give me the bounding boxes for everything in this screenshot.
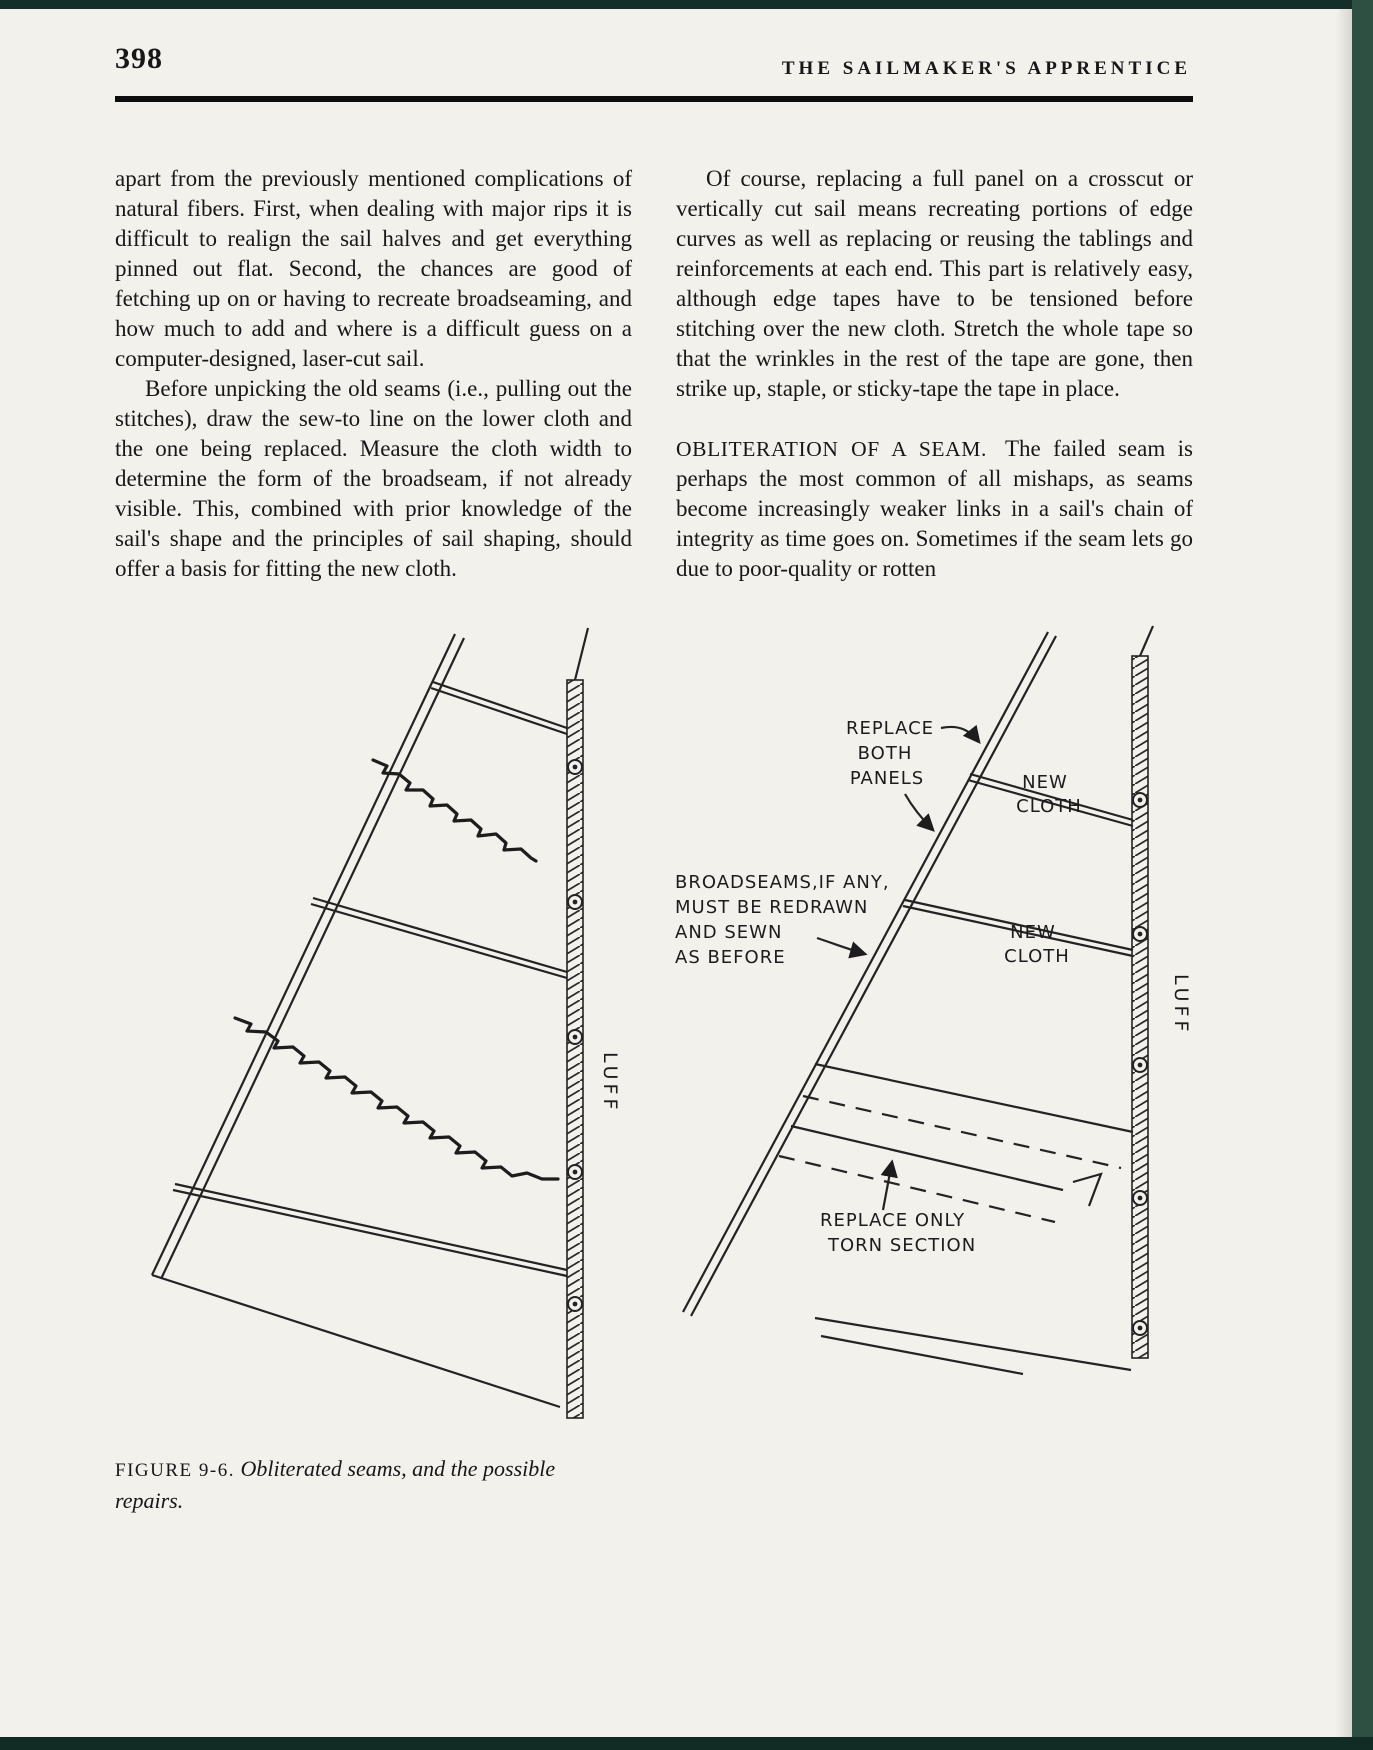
scan-artifact-right <box>1352 0 1373 1750</box>
seam <box>815 1064 1133 1132</box>
figure-9-6 <box>115 622 1193 1516</box>
annotation-broadseams <box>675 872 890 968</box>
hank-icon <box>568 1165 582 1179</box>
right-luff-rope <box>1132 656 1148 1358</box>
seam <box>311 898 567 978</box>
seam <box>431 682 567 734</box>
seam <box>173 1184 567 1276</box>
paragraph <box>676 434 1193 584</box>
section-heading: OBLITERATION OF A SEAM. <box>676 437 987 461</box>
page-edge-shadow <box>1336 0 1352 1750</box>
svg-text:AND SEWN: AND SEWN <box>675 922 783 943</box>
hank-icon <box>1133 1191 1147 1205</box>
paragraph: apart from the previously mentioned complications of natural fibers. First, when dealing with major rips it is difficult to realign the sail halves and get everything pinned out flat. Second, the chances are good of fetching up on or having to recreate broadseaming, and how much to add and where is a difficult guess on a computer-designed, laser-cut sail. <box>115 166 632 371</box>
scan-artifact-bottom <box>0 1737 1373 1750</box>
svg-text:PANELS: PANELS <box>849 768 925 789</box>
svg-text:CLOTH: CLOTH <box>1004 946 1070 967</box>
hank-icon <box>568 1030 582 1044</box>
page-content <box>115 42 1193 1516</box>
annotation-new-cloth-1 <box>1016 772 1082 817</box>
torn-seam <box>235 1018 558 1179</box>
text-columns <box>115 164 1193 584</box>
hank-icon <box>568 895 582 909</box>
annotation-replace-torn-section <box>820 1162 976 1256</box>
figure-caption-label: FIGURE 9-6. <box>115 1460 235 1481</box>
annotation-replace-both-panels <box>846 718 979 830</box>
svg-text:CLOTH: CLOTH <box>1016 796 1082 817</box>
repair-outline-solid <box>791 1126 1063 1190</box>
scan-artifact-top <box>0 0 1373 9</box>
right-column <box>676 164 1193 584</box>
svg-text:BROADSEAMS,IF ANY,: BROADSEAMS,IF ANY, <box>675 872 890 893</box>
left-column <box>115 164 632 584</box>
right-sail-diagram <box>675 626 1192 1374</box>
figure-caption <box>115 1454 605 1516</box>
left-sail-diagram <box>152 628 621 1418</box>
sail-repair-illustration <box>115 622 1193 1432</box>
hank-icon <box>568 1297 582 1311</box>
svg-text:REPLACE ONLY: REPLACE ONLY <box>820 1210 966 1231</box>
annotation-arrow <box>883 1162 892 1210</box>
svg-text:NEW: NEW <box>1022 772 1068 793</box>
annotation-arrow <box>905 794 933 830</box>
annotation-new-cloth-2 <box>1004 922 1070 967</box>
left-luff-rope <box>567 680 583 1418</box>
paragraph: Before unpicking the old seams (i.e., pulling out the stitches), draw the sew-to line on the lower cloth and the one being replaced. Measure the cloth width to determine the form of the broadseam, if not already visible. This, combined with prior knowledge of the sail's shape and the principles of sail shaping, should offer a basis for fitting the new cloth. <box>115 376 632 581</box>
page-number: 398 <box>115 42 163 75</box>
hank-icon <box>1133 793 1147 807</box>
luff-label: LUFF <box>599 1052 621 1114</box>
annotation-arrow <box>817 938 865 954</box>
figure-caption-text: Obliterated seams, and the possible repairs. <box>115 1456 556 1513</box>
hank-icon <box>1133 927 1147 941</box>
repair-outline-corner <box>1073 1174 1101 1206</box>
hank-icon <box>1133 1321 1147 1335</box>
svg-text:BOTH: BOTH <box>857 743 913 764</box>
header-rule <box>115 96 1193 102</box>
svg-text:TORN SECTION: TORN SECTION <box>828 1235 977 1256</box>
running-head: THE SAILMAKER'S APPRENTICE <box>781 58 1191 79</box>
svg-text:NEW: NEW <box>1010 922 1056 943</box>
luff-label: LUFF <box>1170 974 1192 1036</box>
svg-text:AS BEFORE: AS BEFORE <box>675 947 786 968</box>
torn-seam <box>373 760 536 861</box>
annotation-arrow <box>941 727 979 742</box>
hank-icon <box>568 760 582 774</box>
paragraph: Of course, replacing a full panel on a crosscut or vertically cut sail means recreating portions of edge curves as well as replacing or reusing the tablings and reinforcements at each end. This part is relatively easy, although edge tapes have to be tensioned before stitching over the new cloth. Stretch the whole tape so that the wrinkles in the rest of the tape are gone, then strike up, staple, or sticky-tape the tape in place. <box>676 166 1193 401</box>
paragraph-text: The failed seam is perhaps the most common of all mishaps, as seams become increasingly weaker links in a sail's chain of integrity as time goes on. Sometimes if the seam lets go due to poor-quality or rotten <box>676 436 1193 581</box>
svg-text:MUST BE REDRAWN: MUST BE REDRAWN <box>675 897 869 918</box>
hank-icon <box>1133 1058 1147 1072</box>
repair-outline-dashed <box>803 1096 1121 1168</box>
page-header <box>115 42 1193 92</box>
svg-text:REPLACE: REPLACE <box>845 718 935 739</box>
